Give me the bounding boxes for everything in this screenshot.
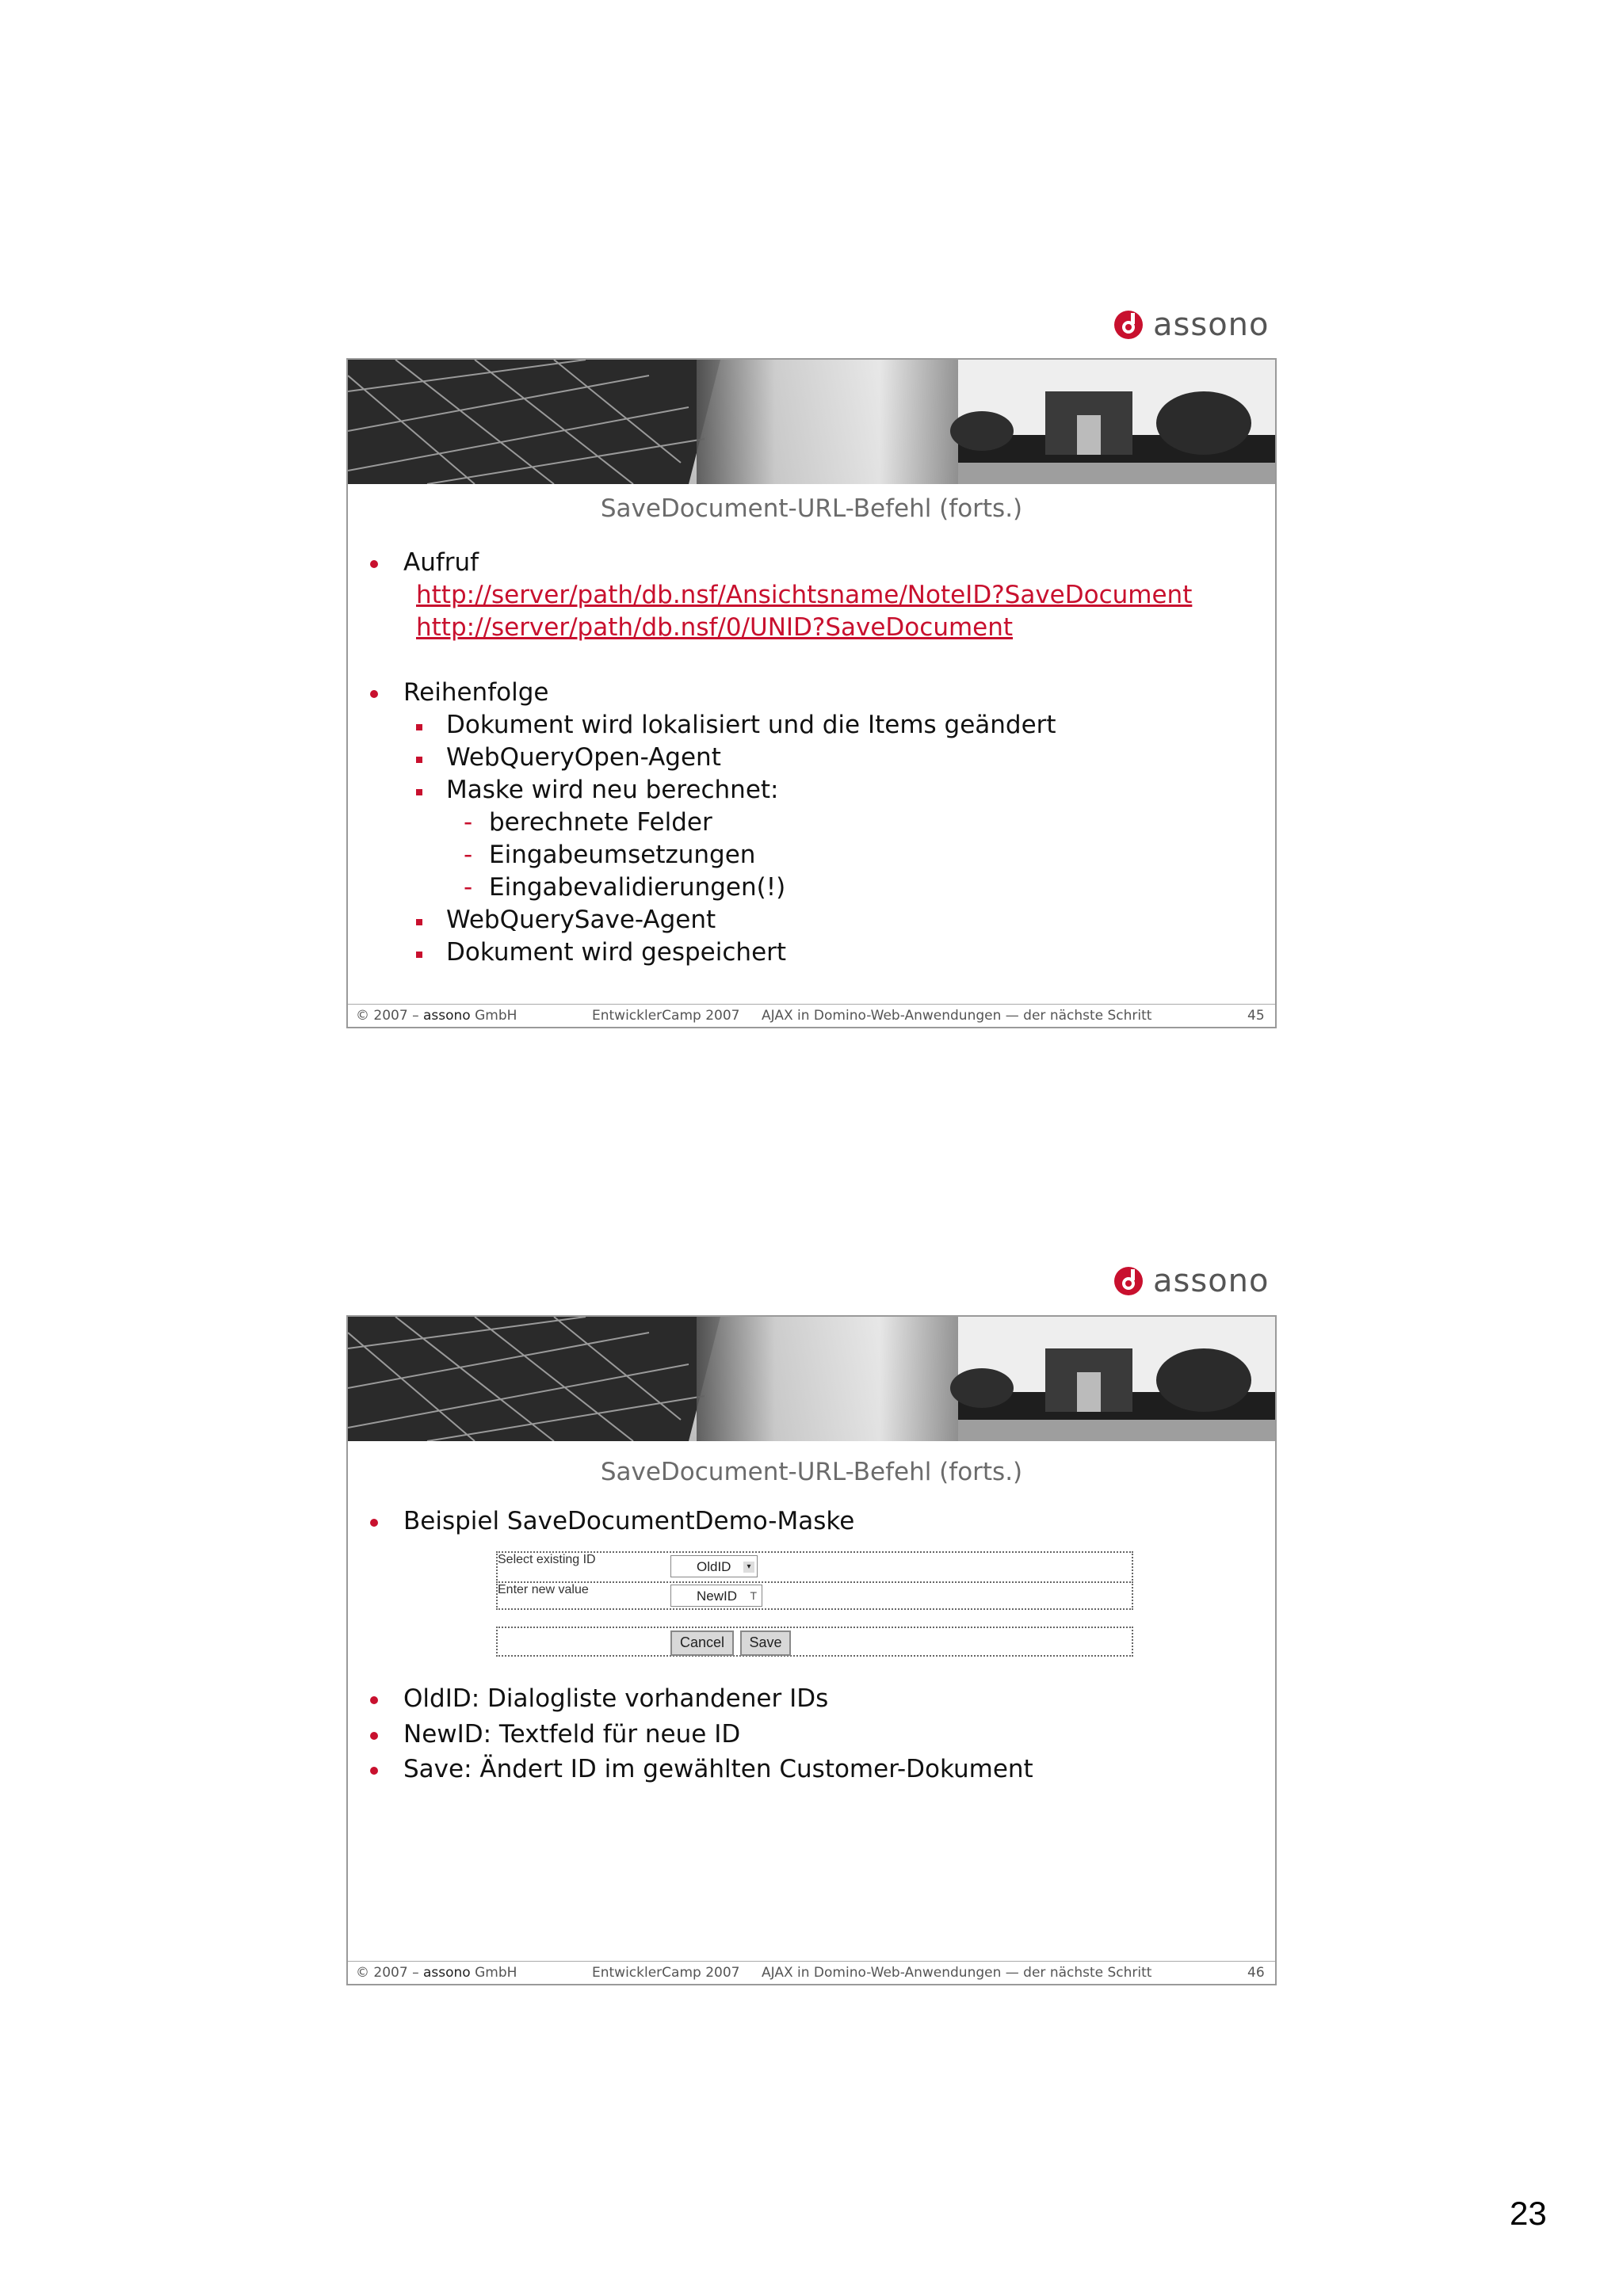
list-item: Eingabevalidierungen(!) (489, 873, 786, 902)
sub-sub-bullet-dash: - (464, 873, 473, 902)
assono-logo-icon (1113, 1266, 1144, 1296)
sub-bullet-square (416, 789, 422, 795)
input-label: Enter new value (498, 1583, 589, 1596)
list-item: Eingabeumsetzungen (489, 841, 756, 869)
banner-image (348, 1317, 1275, 1441)
bullet-reihenfolge: Reihenfolge (403, 678, 549, 707)
footer-topic: AJAX in Domino-Web-Anwendungen — der nächste Schritt (762, 1008, 1152, 1024)
chevron-down-icon[interactable]: ▾ (743, 1562, 754, 1573)
select-label: Select existing ID (498, 1553, 596, 1566)
sub-bullet-square (416, 952, 422, 958)
url-link-1[interactable]: http://server/path/db.nsf/Ansichtsname/NoteID?SaveDocument (416, 581, 1193, 609)
list-item: Dokument wird lokalisiert und die Items geändert (446, 711, 1056, 739)
footer-event: EntwicklerCamp 2007 (592, 1965, 740, 1981)
list-item: Dokument wird gespeichert (446, 938, 787, 967)
bullet-intro: Beispiel SaveDocumentDemo-Maske (403, 1507, 855, 1535)
slide-footer (348, 1961, 1275, 1984)
footer-slide-number: 46 (1247, 1965, 1265, 1981)
banner-image (348, 360, 1275, 484)
text-field-icon: T (750, 1589, 757, 1602)
slide-45 (346, 358, 1277, 1028)
footer-topic: AJAX in Domino-Web-Anwendungen — der nächste Schritt (762, 1965, 1152, 1981)
footer-copyright: © 2007 – assono GmbH (356, 1008, 517, 1024)
bullet-dot (370, 1696, 378, 1704)
cancel-button[interactable]: Cancel (670, 1630, 734, 1656)
form-row-select (496, 1551, 1133, 1583)
brand-logo (1113, 1261, 1270, 1301)
brand-logo (1113, 305, 1270, 345)
input-value: NewID (697, 1589, 738, 1604)
bullet-dot (370, 690, 378, 698)
list-item: WebQuerySave-Agent (446, 906, 716, 934)
form-row-input (496, 1581, 1133, 1610)
bullet-dot (370, 1519, 378, 1527)
footer-copyright: © 2007 – assono GmbH (356, 1965, 517, 1981)
list-item: berechnete Felder (489, 808, 712, 837)
sub-sub-bullet-dash: - (464, 808, 473, 837)
list-item: Save: Ändert ID im gewählten Customer-Dokument (403, 1755, 1033, 1783)
slide-title: SaveDocument-URL-Befehl (forts.) (600, 1458, 1023, 1486)
list-item: OldID: Dialogliste vorhandener IDs (403, 1684, 829, 1713)
oldid-select[interactable] (670, 1555, 758, 1577)
footer-event: EntwicklerCamp 2007 (592, 1008, 740, 1024)
list-item: WebQueryOpen-Agent (446, 743, 721, 772)
bullet-dot (370, 1767, 378, 1775)
sub-sub-bullet-dash: - (464, 841, 473, 869)
footer-slide-number: 45 (1247, 1008, 1265, 1024)
list-item: NewID: Textfeld für neue ID (403, 1720, 741, 1749)
bullet-dot (370, 560, 378, 568)
bullet-dot (370, 1732, 378, 1740)
list-item: Maske wird neu berechnet: (446, 776, 779, 804)
slide-footer (348, 1004, 1275, 1027)
bullet-aufruf: Aufruf (403, 548, 479, 577)
newid-input[interactable] (670, 1585, 762, 1607)
url-link-2[interactable]: http://server/path/db.nsf/0/UNID?SaveDocument (416, 613, 1014, 642)
save-button[interactable]: Save (740, 1630, 791, 1656)
sub-bullet-square (416, 724, 422, 730)
form-row-buttons (496, 1627, 1133, 1657)
brand-name: assono (1153, 1263, 1270, 1299)
brand-name: assono (1153, 307, 1270, 343)
assono-logo-icon (1113, 310, 1144, 340)
select-value: OldID (697, 1559, 731, 1574)
slide-title: SaveDocument-URL-Befehl (forts.) (600, 494, 1023, 523)
page-number: 23 (1510, 2195, 1547, 2232)
sub-bullet-square (416, 757, 422, 763)
sub-bullet-square (416, 919, 422, 925)
